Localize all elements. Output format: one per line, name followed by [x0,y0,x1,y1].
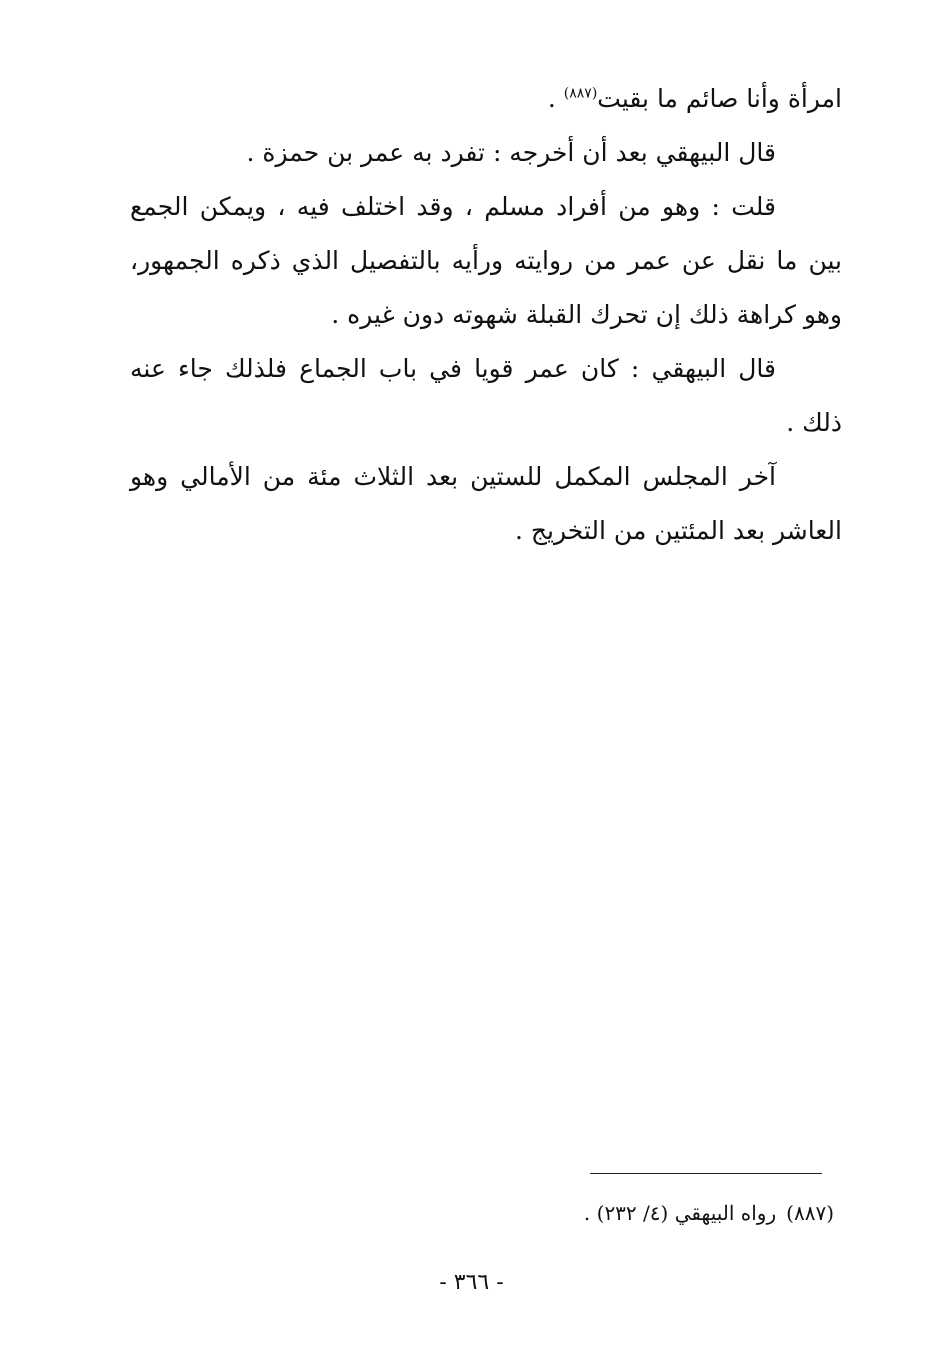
main-text [130,72,842,558]
paragraph-author-comment: قلت : وهو من أفراد مسلم ، وقد اختلف فيه ، ويمكن الجمع بين ما نقل عن عمر من روايته ورأيه بالتفصيل الذي ذكره الجمهور، وهو كراهة ذلك إن تحرك القبلة شهوته دون غيره . [130,192,842,329]
footnote [450,1196,834,1230]
paragraph-end: . [547,84,564,113]
paragraph-bayhaqi-note: قال البيهقي بعد أن أخرجه : تفرد به عمر بن حمزة . [246,138,776,167]
footnote-divider [590,1173,822,1174]
paragraph-text: امرأة وأنا صائم ما بقيت [597,84,842,113]
paragraph-bayhaqi-comment: قال البيهقي : كان عمر قويا في باب الجماع فلذلك جاء عنه ذلك . [130,354,842,437]
paragraph-session-end: آخر المجلس المكمل للستين بعد الثلاث مئة من الأمالي وهو العاشر بعد المئتين من التخريج . [130,462,842,545]
footnote-text: رواه البيهقي (٤/ ٢٣٢) . [583,1201,777,1225]
footnote-number: (٨٨٧) [786,1201,834,1225]
paragraph-continuation [130,72,842,126]
footnote-reference[interactable]: (٨٨٧) [563,85,598,102]
page-number: - ٣٦٦ - [439,1270,504,1295]
